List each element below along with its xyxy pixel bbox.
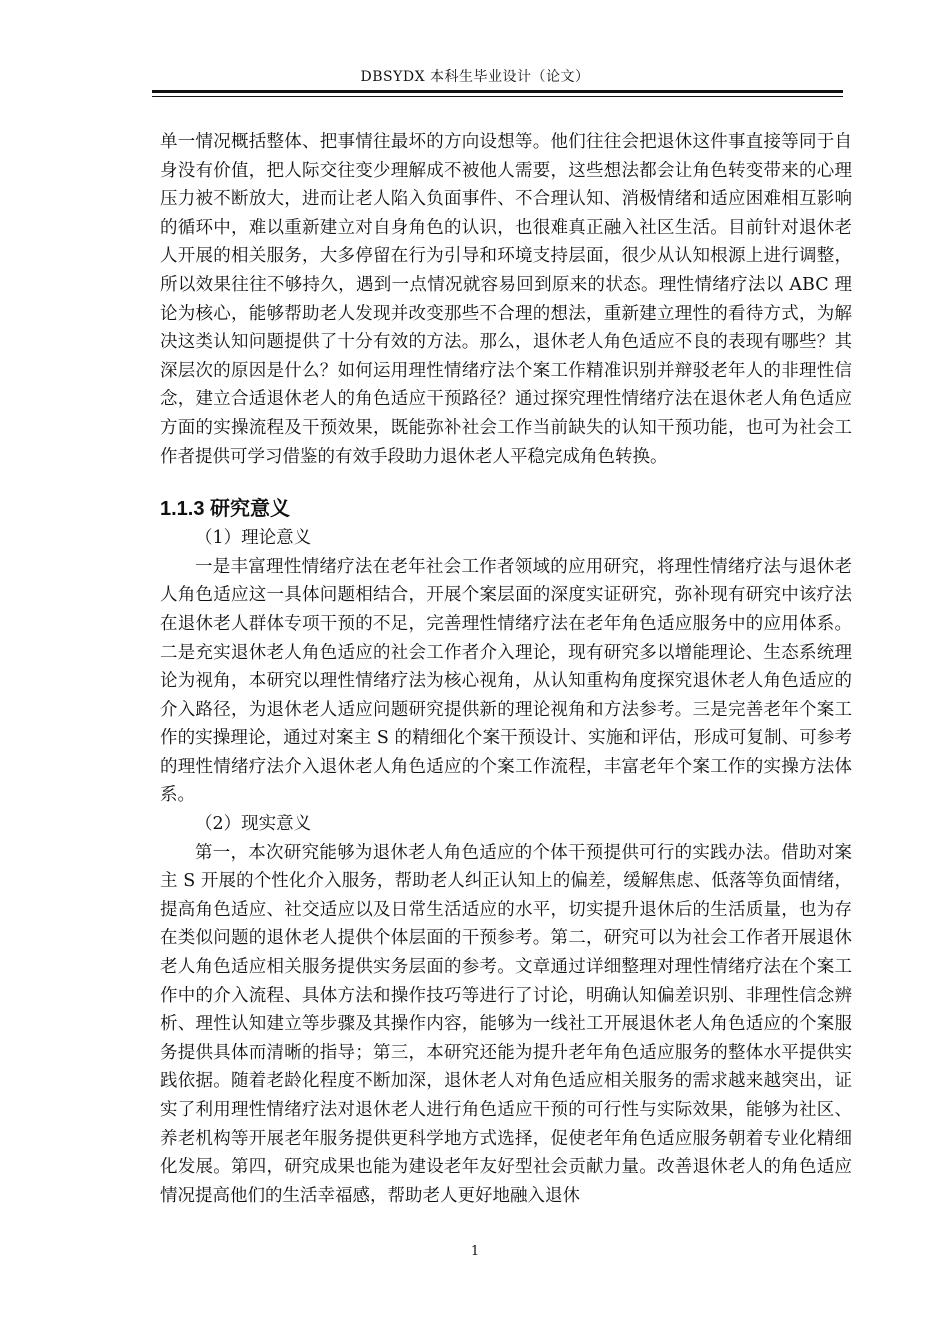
header-rule-thick xyxy=(152,90,843,93)
intro-paragraph: 单一情况概括整体、把事情往最坏的方向设想等。他们往往会把退休这件事直接等同于自身没有价值，把人际交往变少理解成不被他人需要，这些想法都会让角色转变带来的心理压力被不断放大，进而让老人陷入负面事件、不合理认知、消极情绪和适应困难相互影响的循环中，难以重新建立对自身角色的认识，也很难真正融入社区生活。目前针对退休老人开展的相关服务，大多停留在行为引导和环境支持层面，很少从认知根源上进行调整，所以效果往往不够持久，遇到一点情况就容易回到原来的状态。理性情绪疗法以 ABC 理论为核心，能够帮助老人发现并改变那些不合理的想法，重新建立理性的看待方式，为解决这类认知问题提供了十分有效的方法。那么，退休老人角色适应不良的表现有哪些？其深层次的原因是什么？如何运用理性情绪疗法个案工作精准识别并辩驳老年人的非理性信念，建立合适退休老人的角色适应干预路径？通过探究理性情绪疗法在退休老人角色适应方面的实操流程及干预效果，既能弥补社会工作当前缺失的认知干预功能，也可为社会工作者提供可学习借鉴的有效手段助力退休老人平稳完成角色转换。 xyxy=(160,132,852,467)
page-body xyxy=(160,128,852,1210)
page-number: 1 xyxy=(470,1244,480,1259)
section-title: 1.1.3 研究意义 xyxy=(160,498,291,521)
running-header: DBSYDX 本科生毕业设计（论文） xyxy=(360,69,590,85)
practice-paragraph: 第一，本次研究能够为退休老人角色适应的个体干预提供可行的实践办法。借助对案主 S 开展的个性化介入服务，帮助老人纠正认知上的偏差，缓解焦虑、低落等负面情绪，提高角色适应、社交适应以及日常生活适应的水平，切实提升退休后的生活质量，也为存在类似问题的退休老人提供个体层面的干预参考。第二，研究可以为社会工作者开展退休老人角色适应相关服务提供实务层面的参考。文章通过详细整理对理性情绪疗法在个案工作中的介入流程、具体方法和操作技巧等进行了讨论，明确认知偏差识别、非理性信念辨析、理性认知建立等步骤及其操作内容，能够为一线社工开展退休老人角色适应的个案服务提供具体而清晰的指导；第三，本研究还能为提升老年角色适应服务的整体水平提供实践依据。随着老龄化程度不断加深，退休老人对角色适应相关服务的需求越来越突出，证实了利用理性情绪疗法对退休老人进行角色适应干预的可行性与实际效果，能够为社区、养老机构等开展老年服务提供更科学地方式选择，促使老年角色适应服务朝着专业化精细化发展。第四，研究成果也能为建设老年友好型社会贡献力量。改善退休老人的角色适应情况提高他们的生活幸福感，帮助老人更好地融入退休 xyxy=(160,842,852,1206)
theory-paragraph: 一是丰富理性情绪疗法在老年社会工作者领域的应用研究，将理性情绪疗法与退休老人角色适应这一具体问题相结合，开展个案层面的深度实证研究，弥补现有研究中该疗法在退休老人群体专项干预的不足，完善理性情绪疗法在老年角色适应服务中的应用体系。二是充实退休老人角色适应的社会工作者介入理论，现有研究多以增能理论、生态系统理论为视角，本研究以理性情绪疗法为核心视角，从认知重构角度探究退休老人角色适应的介入路径，为退休老人适应问题研究提供新的理论视角和方法参考。三是完善老年个案工作的实操理论，通过对案主 S 的精细化个案干预设计、实施和评估，形成可复制、可参考的理性情绪疗法介入退休老人角色适应的个案工作流程，丰富老年个案工作的实操方法体系。 xyxy=(160,556,852,806)
header-rule-thin xyxy=(152,96,843,97)
theory-heading: （1）理论意义 xyxy=(195,528,312,549)
practice-heading: （2）现实意义 xyxy=(195,814,312,835)
